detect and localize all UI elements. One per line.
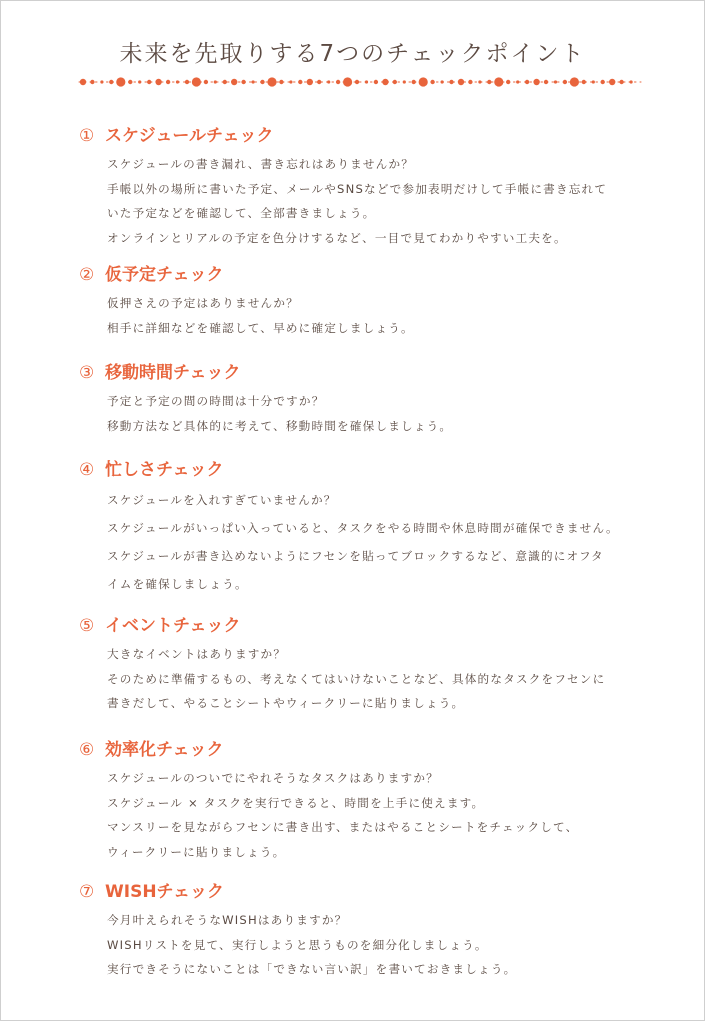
body-line: WISHリストを見て、実行しようと思うものを細分化しましょう。 — [107, 937, 488, 952]
divider-dot — [289, 80, 292, 83]
section-travel-time-check — [79, 361, 659, 438]
divider-dot — [458, 79, 464, 85]
divider-dot — [241, 80, 245, 84]
section-body — [107, 642, 659, 716]
divider-dot — [516, 80, 519, 83]
divider-dot — [419, 77, 428, 86]
body-line: 相手に詳細などを確認して、早めに確定しましょう。 — [107, 320, 414, 335]
divider-dot — [355, 80, 359, 84]
divider-dot — [343, 77, 352, 86]
page-title: 未来を先取りする7つのチェックポイント — [119, 41, 586, 67]
divider-dot — [80, 79, 86, 85]
divider-dot — [116, 77, 125, 86]
section-heading — [79, 880, 659, 904]
divider-dot — [449, 80, 453, 84]
section-number: ③ — [79, 363, 95, 383]
divider-dot — [109, 80, 113, 84]
body-line: 仮押さえの予定はありませんか？ — [107, 296, 299, 310]
divider-dot — [298, 80, 302, 84]
divider-dot — [487, 80, 491, 84]
body-line: 大きなイベントはありますか？ — [107, 647, 287, 661]
divider-dot — [619, 80, 623, 84]
section-body — [107, 486, 659, 598]
section-heading — [79, 738, 659, 762]
section-body — [107, 389, 659, 438]
section-title: 忙しさチェック — [105, 460, 224, 480]
divider-dot — [601, 80, 605, 84]
section-body — [107, 766, 659, 864]
divider-dot — [279, 80, 283, 84]
divider-dot — [267, 77, 276, 86]
divider-dot — [609, 79, 615, 85]
divider-dot — [374, 80, 378, 84]
divider-dot — [630, 80, 633, 83]
dotted-divider — [77, 73, 643, 91]
body-line: そのために準備するもの、考えなくてはいけないことなど、具体的なタスクをフセンに — [107, 671, 606, 686]
section-event-check — [79, 614, 659, 716]
body-line: マンスリーを見ながらフセンに書き出す、またはやることシートをチェックして、 — [107, 820, 579, 834]
section-title: スケジュールチェック — [105, 126, 274, 146]
body-line: 実行できそうにないことは「できない言い訳」を書いておきましょう。 — [107, 962, 517, 976]
body-line: 手帳以外の場所に書いた予定、メールやSNSなどで参加表明だけして手帳に書き忘れて — [107, 181, 608, 196]
divider-dot — [214, 80, 217, 83]
divider-dot — [176, 80, 179, 83]
section-number: ② — [79, 265, 95, 285]
body-line: スケジュールが書き込めないようにフセンを貼ってブロックするなど、意識的にオフタ — [107, 549, 604, 563]
divider-dot — [252, 80, 255, 83]
divider-dot — [412, 80, 416, 84]
body-line: 今月叶えられそうなWISHはありますか？ — [107, 913, 348, 927]
section-body — [107, 152, 659, 250]
divider-dot — [365, 80, 368, 83]
divider-dot — [231, 79, 237, 85]
section-number: ⑥ — [79, 740, 95, 760]
divider-dot — [185, 80, 189, 84]
divider-dot — [307, 79, 313, 85]
body-line: イムを確保しましょう。 — [107, 577, 248, 591]
body-line: スケジュールを入れすぎていませんか？ — [107, 493, 337, 507]
divider-dot — [138, 80, 141, 83]
section-number: ① — [79, 126, 95, 146]
body-line: ウィークリーに貼りましょう。 — [107, 844, 286, 859]
body-line: いた予定などを確認して、全部書きましょう。 — [107, 206, 376, 220]
body-line: 予定と予定の間の時間は十分ですか？ — [107, 394, 325, 408]
section-number: ⑦ — [79, 882, 95, 902]
divider-dot — [128, 80, 132, 84]
divider-dot — [570, 77, 579, 86]
divider-dot — [441, 80, 444, 83]
section-heading — [79, 614, 659, 638]
divider-dot — [533, 79, 539, 85]
section-body — [107, 291, 659, 340]
section-title: イベントチェック — [105, 616, 241, 636]
section-body — [107, 908, 659, 982]
body-line: オンラインとリアルの予定を色分けするなど、一目で見てわかりやすい工夫を。 — [107, 230, 567, 245]
body-line: スケジュール × タスクを実行できると、時間を上手に使えます。 — [107, 795, 485, 810]
section-schedule-check — [79, 124, 659, 250]
divider-dot — [563, 80, 567, 84]
body-line: スケジュールのついでにやれそうなタスクはありますか？ — [107, 771, 439, 785]
divider-dot — [204, 80, 208, 84]
body-line: 移動方法など具体的に考えて、移動時間を確保しましょう。 — [107, 418, 453, 433]
section-busyness-check — [79, 458, 659, 598]
divider-dot — [382, 79, 388, 85]
divider-dot — [192, 77, 201, 86]
divider-dot — [554, 80, 557, 83]
section-title: 効率化チェック — [105, 740, 224, 760]
divider-dot — [100, 80, 103, 83]
body-line: スケジュールの書き漏れ、書き忘れはありませんか？ — [107, 157, 415, 171]
divider-dot — [223, 80, 227, 84]
section-tentative-check — [79, 263, 659, 340]
body-line: 書きだして、やることシートやウィークリーに貼りましょう。 — [107, 696, 465, 710]
section-heading — [79, 361, 659, 385]
section-heading — [79, 458, 659, 482]
divider-dot — [592, 80, 595, 83]
section-heading — [79, 263, 659, 287]
divider-dot — [336, 80, 340, 84]
divider-dot — [494, 77, 503, 86]
divider-dot — [393, 80, 397, 84]
divider-dot — [478, 80, 481, 83]
body-line: スケジュールがいっぱい入っていると、タスクをやる時間や休息時間が確保できません。 — [107, 521, 619, 535]
divider-dot — [430, 80, 434, 84]
divider-dot — [403, 80, 406, 83]
section-title: 移動時間チェック — [105, 363, 241, 383]
section-wish-check — [79, 880, 659, 982]
section-heading — [79, 124, 659, 148]
divider-dot — [468, 80, 472, 84]
divider-dot — [506, 80, 510, 84]
divider-dot — [90, 80, 94, 84]
divider-dot — [317, 80, 321, 84]
divider-dot — [166, 80, 170, 84]
divider-dot — [525, 80, 529, 84]
divider-dot — [260, 80, 264, 84]
section-title: 仮予定チェック — [105, 265, 224, 285]
section-efficiency-check — [79, 738, 659, 864]
divider-dot — [544, 80, 548, 84]
divider-dot — [582, 80, 586, 84]
section-number: ④ — [79, 460, 95, 480]
section-number: ⑤ — [79, 616, 95, 636]
divider-dot — [155, 79, 161, 85]
divider-dot — [327, 80, 330, 83]
section-title: WISHチェック — [105, 882, 225, 902]
divider-dot — [147, 80, 151, 84]
